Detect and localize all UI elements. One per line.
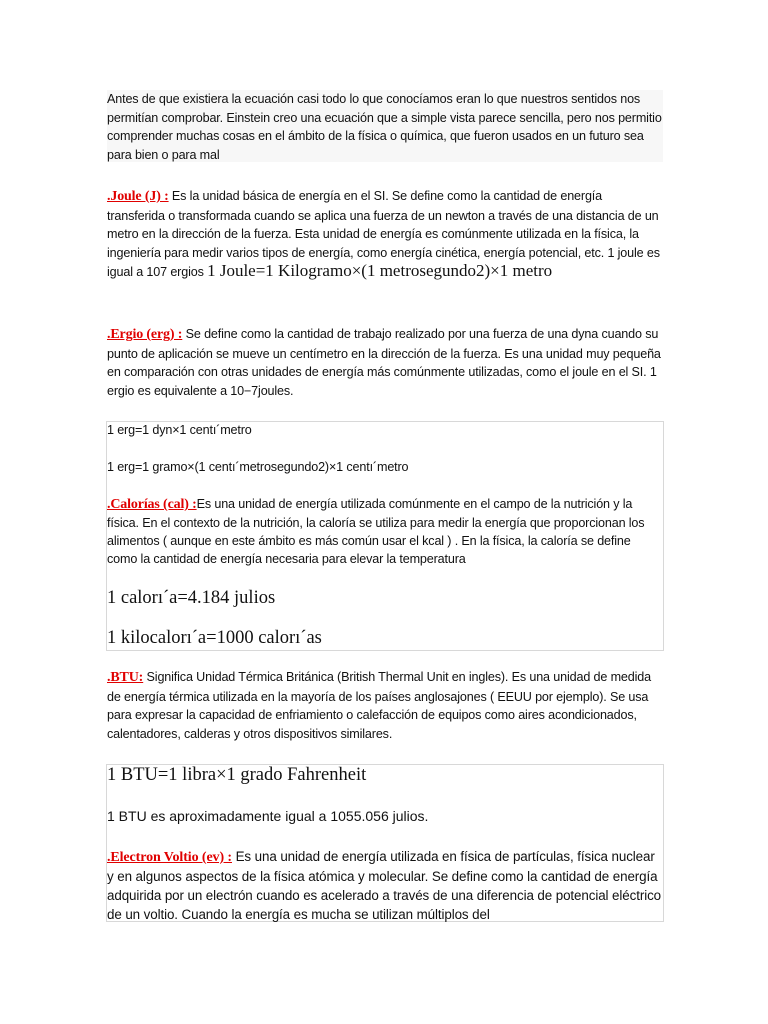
caloria-equation: 1 calorı´a=4.184 julios <box>107 588 276 608</box>
btu-term: .BTU: <box>107 670 144 685</box>
ergio-term: .Ergio (erg) : <box>107 327 183 342</box>
units-box-1 <box>106 421 664 651</box>
ergio-paragraph <box>107 325 663 400</box>
kilocaloria-equation: 1 kilocalorı´a=1000 calorı´as <box>107 628 322 648</box>
btu-julios-equivalence: 1 BTU es aproximadamente igual a 1055.056 julios. <box>107 808 429 824</box>
joule-text: Es la unidad básica de energía en el SI. Se define como la cantidad de energía transferida o transformada cuando se aplica una fuerza de un newton a través de una distancia de un metro en la dirección de la fuerza. Esta unidad de energía es comúnmente utilizada en la física, la ingeniería para medir varios tipos de energía, como energía cinética, energía potencial, etc. 1 joule es igual a 107 ergios <box>107 189 660 279</box>
erg-equation-2: 1 erg=1 gramo×(1 centı´metrosegundo2)×1 centı´metro <box>107 460 409 474</box>
calorias-term: .Calorías (cal) : <box>107 497 197 512</box>
btu-equation: 1 BTU=1 libra×1 grado Fahrenheit <box>107 765 367 785</box>
erg-equation-1: 1 erg=1 dyn×1 centı´metro <box>107 423 252 437</box>
btu-text: Significa Unidad Térmica Británica (British Thermal Unit en ingles). Es una unidad de medida de energía térmica utilizada en la mayoría de los países anglosajones ( EEUU por ejemplo). Se usa para expresar la capacidad de enfriamiento o calefacción de equipos como aires acondicionados, calentadores, calderas y otros dispositivos similares. <box>107 670 651 741</box>
calorias-paragraph <box>107 495 663 568</box>
joule-paragraph <box>107 187 663 282</box>
intro-text: Antes de que existiera la ecuación casi todo lo que conocíamos eran lo que nuestros sentidos nos permitían comprobar. Einstein creo una ecuación que a simple vista parece sencilla, pero nos permitio comprender muchas cosas en el ámbito de la física o química, que fueron usados en un futuro sea para bien o para mal <box>107 92 662 162</box>
electron-voltio-paragraph <box>107 847 663 924</box>
joule-term: .Joule (J) : <box>107 189 169 204</box>
units-box-2 <box>106 764 664 922</box>
calorias-text: Es una unidad de energía utilizada comúnmente en el campo de la nutrición y la física. En el contexto de la nutrición, la caloría se utiliza para medir la energía que proporcionan los alimentos ( aunque en este ámbito es más común usar el kcal ) . En la física, la caloría se define como la cantidad de energía necesaria para elevar la temperatura <box>107 497 645 566</box>
ergio-text: Se define como la cantidad de trabajo realizado por una fuerza de una dyna cuando su punto de aplicación se mueve un centímetro en la dirección de la fuerza. Es una unidad muy pequeña en comparación con otras unidades de energía más comúnmente utilizadas, como el joule en el SI. 1 ergio es equivalente a 10−7joules. <box>107 327 661 398</box>
electron-voltio-text: Es una unidad de energía utilizada en física de partículas, física nuclear y en algunos aspectos de la física atómica y molecular. Se define como la cantidad de energía adquirida por un electrón cuando es acelerado a través de una diferencia de potencial eléctrico de un voltio. Cuando la energía es mucha se utilizan múltiplos del <box>107 849 662 922</box>
btu-paragraph <box>107 668 663 743</box>
electron-voltio-term: .Electron Voltio (ev) : <box>107 850 232 865</box>
joule-equation: 1 Joule=1 Kilogramo×(1 metrosegundo2)×1 metro <box>207 261 553 280</box>
intro-paragraph <box>107 90 663 162</box>
